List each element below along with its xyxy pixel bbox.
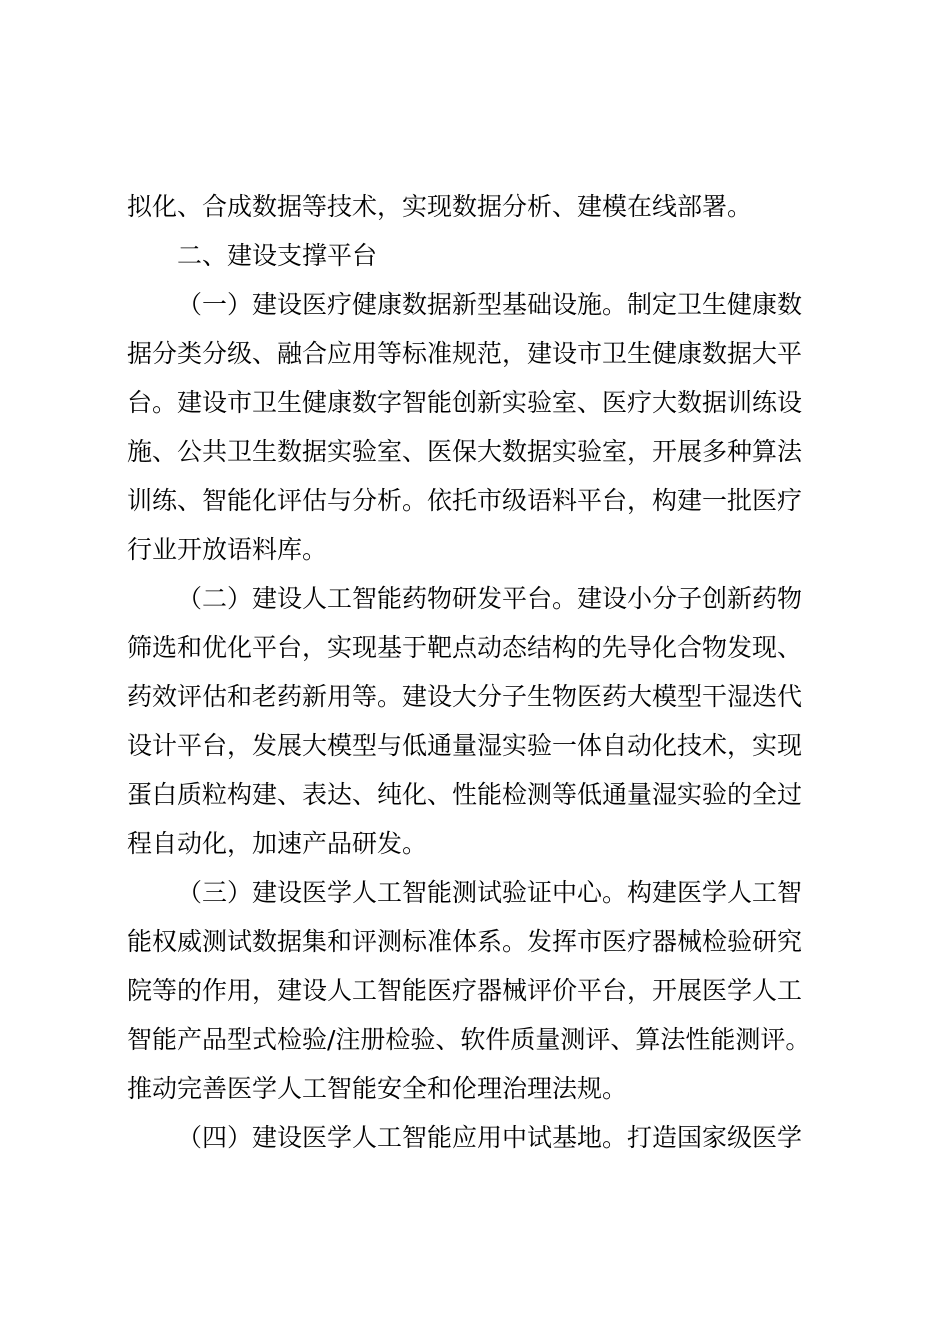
paragraph-3-line-5: 推动完善医学人工智能安全和伦理治理法规。 <box>127 1074 628 1103</box>
paragraph-3-line-1: （三）建设医学人工智能测试验证中心。构建医学人工智 <box>177 878 803 907</box>
paragraph-2-line-4: 设计平台，发展大模型与低通量湿实验一体自动化技术，实现 <box>127 731 803 760</box>
paragraph-2-line-3: 药效评估和老药新用等。建设大分子生物医药大模型干湿迭代 <box>127 682 803 711</box>
paragraph-1-line-4: 施、公共卫生数据实验室、医保大数据实验室，开展多种算法 <box>127 437 803 466</box>
paragraph-2-line-1: （二）建设人工智能药物研发平台。建设小分子创新药物 <box>177 584 803 613</box>
paragraph-1-line-1: （一）建设医疗健康数据新型基础设施。制定卫生健康数 <box>177 290 803 319</box>
paragraph-1-line-5: 训练、智能化评估与分析。依托市级语料平台，构建一批医疗 <box>127 486 803 515</box>
paragraph-3-line-2: 能权威测试数据集和评测标准体系。发挥市医疗器械检验研究 <box>127 927 803 956</box>
paragraph-3-line-3: 院等的作用，建设人工智能医疗器械评价平台，开展医学人工 <box>127 976 803 1005</box>
paragraph-1-line-6: 行业开放语料库。 <box>127 535 328 564</box>
section-heading: 二、建设支撑平台 <box>177 241 378 270</box>
paragraph-4-line-1: （四）建设医学人工智能应用中试基地。打造国家级医学 <box>177 1123 803 1152</box>
paragraph-2-line-6: 程自动化，加速产品研发。 <box>127 829 428 858</box>
document-body <box>127 182 833 1162</box>
paragraph-1-line-2: 据分类分级、融合应用等标准规范，建设市卫生健康数据大平 <box>127 339 803 368</box>
paragraph-2-line-5: 蛋白质粒构建、表达、纯化、性能检测等低通量湿实验的全过 <box>127 780 803 809</box>
body-line-continuation: 拟化、合成数据等技术，实现数据分析、建模在线部署。 <box>127 192 753 221</box>
paragraph-3-line-4: 智能产品型式检验/注册检验、软件质量测评、算法性能测评。 <box>127 1025 811 1054</box>
paragraph-1-line-3: 台。建设市卫生健康数字智能创新实验室、医疗大数据训练设 <box>127 388 803 417</box>
paragraph-2-line-2: 筛选和优化平台，实现基于靶点动态结构的先导化合物发现、 <box>127 633 803 662</box>
